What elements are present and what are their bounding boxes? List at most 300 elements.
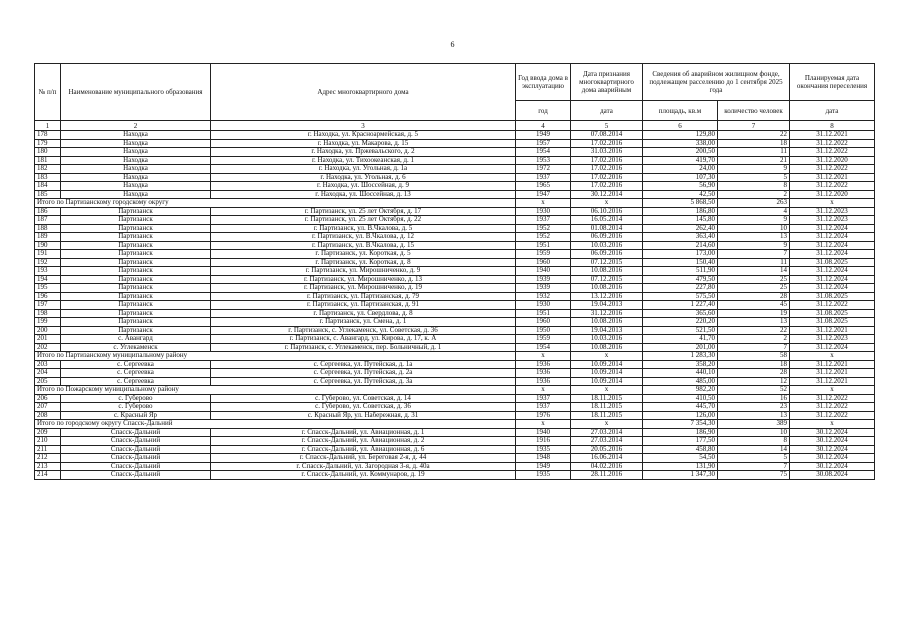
table-row — [35, 360, 875, 369]
num-cell: 186 — [35, 207, 61, 216]
people-cell: 263 — [718, 199, 790, 208]
col-number: 8 — [790, 121, 875, 131]
plan-cell: 31.12.2023 — [790, 207, 875, 216]
year-cell: 1949 — [516, 462, 571, 471]
municipality-cell: Партизанск — [61, 318, 211, 327]
plan-cell: 31.12.2024 — [790, 275, 875, 284]
table-row — [35, 343, 875, 352]
people-cell: 75 — [718, 471, 790, 480]
area-cell: 200,50 — [643, 148, 718, 157]
address-cell: г. Партизанск, ул. Партизанская, д. 91 — [211, 301, 516, 310]
people-cell: 16 — [718, 394, 790, 403]
date-cell: 07.12.2015 — [571, 275, 643, 284]
table-row — [35, 471, 875, 480]
col-number: 6 — [643, 121, 718, 131]
area-cell: 186,80 — [643, 207, 718, 216]
area-cell: 479,50 — [643, 275, 718, 284]
table-row — [35, 377, 875, 386]
area-cell: 575,50 — [643, 292, 718, 301]
table-row — [35, 241, 875, 250]
address-cell: г. Партизанск, ул. Партизанская, д. 79 — [211, 292, 516, 301]
header-num: № п/п — [35, 64, 61, 121]
area-cell: 173,00 — [643, 250, 718, 259]
col-number: 1 — [35, 121, 61, 131]
date-cell: 10.09.2014 — [571, 377, 643, 386]
area-cell: 1 283,30 — [643, 352, 718, 361]
address-cell: г. Партизанск, ул. 25 лет Октября, д. 17 — [211, 207, 516, 216]
date-cell: 10.09.2014 — [571, 369, 643, 378]
num-cell: 214 — [35, 471, 61, 480]
table-row — [35, 335, 875, 344]
year-cell: 1965 — [516, 182, 571, 191]
address-cell: г. Партизанск, ул. 25 лет Октября, д. 22 — [211, 216, 516, 225]
municipality-cell: Спасск-Дальний — [61, 454, 211, 463]
subtotal-row — [35, 199, 875, 208]
num-cell: 205 — [35, 377, 61, 386]
year-cell: 1960 — [516, 318, 571, 327]
area-cell: 129,80 — [643, 131, 718, 140]
col-number: 2 — [61, 121, 211, 131]
table-row — [35, 148, 875, 157]
people-cell: 58 — [718, 352, 790, 361]
num-cell: 185 — [35, 190, 61, 199]
address-cell: с. Сергеевка, ул. Путейская, д. 2а — [211, 369, 516, 378]
year-cell: 1930 — [516, 207, 571, 216]
emergency-housing-table — [34, 63, 875, 480]
date-cell: 17.02.2016 — [571, 173, 643, 182]
municipality-cell: Партизанск — [61, 326, 211, 335]
header-plan-group: Планируемая дата окончания переселения — [790, 64, 875, 101]
header-people: количество человек — [718, 101, 790, 121]
area-cell: 145,80 — [643, 216, 718, 225]
year-cell: x — [516, 386, 571, 395]
num-cell: 182 — [35, 165, 61, 174]
municipality-cell: Находка — [61, 139, 211, 148]
table-row — [35, 301, 875, 310]
plan-cell: 30.08.2024 — [790, 471, 875, 480]
table-row — [35, 292, 875, 301]
year-cell: 1936 — [516, 377, 571, 386]
people-cell: 14 — [718, 445, 790, 454]
address-cell: г. Спасск-Дальний, ул. Авиационная, д. 2 — [211, 437, 516, 446]
date-cell: 06.09.2016 — [571, 233, 643, 242]
table-row — [35, 403, 875, 412]
plan-cell: 31.12.2021 — [790, 360, 875, 369]
table-row — [35, 165, 875, 174]
people-cell: 21 — [718, 156, 790, 165]
year-cell: 1940 — [516, 428, 571, 437]
municipality-cell: Находка — [61, 148, 211, 157]
year-cell: 1953 — [516, 156, 571, 165]
people-cell: 11 — [718, 148, 790, 157]
date-cell: 17.02.2016 — [571, 165, 643, 174]
municipality-cell: с. Губерово — [61, 394, 211, 403]
num-cell: 209 — [35, 428, 61, 437]
address-cell: с. Сергеевка, ул. Путейская, д. 3а — [211, 377, 516, 386]
col-number: 4 — [516, 121, 571, 131]
people-cell: 9 — [718, 165, 790, 174]
area-cell: 1 227,40 — [643, 301, 718, 310]
municipality-cell: Партизанск — [61, 224, 211, 233]
year-cell: 1932 — [516, 292, 571, 301]
area-cell: 1 347,30 — [643, 471, 718, 480]
municipality-cell: Спасск-Дальний — [61, 471, 211, 480]
year-cell: 1947 — [516, 190, 571, 199]
table-row — [35, 156, 875, 165]
people-cell: 22 — [718, 326, 790, 335]
subtotal-row — [35, 420, 875, 429]
table-row — [35, 369, 875, 378]
plan-cell: 30.12.2024 — [790, 454, 875, 463]
header-year-group: Год ввода дома в эксплуатацию — [516, 64, 571, 101]
address-cell: г. Находка, ул. Шоссейная, д. 9 — [211, 182, 516, 191]
address-cell: г. Партизанск, ул. Смена, д. 1 — [211, 318, 516, 327]
num-cell: 179 — [35, 139, 61, 148]
year-cell: 1949 — [516, 131, 571, 140]
plan-cell: 31.12.2021 — [790, 173, 875, 182]
people-cell: 7 — [718, 462, 790, 471]
plan-cell: 30.12.2024 — [790, 445, 875, 454]
date-cell: x — [571, 199, 643, 208]
date-cell: 18.11.2015 — [571, 411, 643, 420]
people-cell: 2 — [718, 190, 790, 199]
header-name: Наименование муниципального образования — [61, 64, 211, 121]
num-cell: 193 — [35, 267, 61, 276]
date-cell: 16.06.2014 — [571, 454, 643, 463]
num-cell: 194 — [35, 275, 61, 284]
num-cell: 178 — [35, 131, 61, 140]
num-cell: 211 — [35, 445, 61, 454]
num-cell: 190 — [35, 241, 61, 250]
municipality-cell: Партизанск — [61, 275, 211, 284]
municipality-cell: Спасск-Дальний — [61, 445, 211, 454]
area-cell: 485,00 — [643, 377, 718, 386]
area-cell: 511,90 — [643, 267, 718, 276]
year-cell: 1960 — [516, 258, 571, 267]
people-cell: 9 — [718, 216, 790, 225]
address-cell: г. Находка, ул. Красноармейская, д. 5 — [211, 131, 516, 140]
address-cell: г. Партизанск, ул. Короткая, д. 8 — [211, 258, 516, 267]
date-cell: 10.08.2016 — [571, 267, 643, 276]
table-row — [35, 284, 875, 293]
page-number: 6 — [450, 40, 455, 49]
plan-cell: 31.12.2024 — [790, 250, 875, 259]
plan-cell: 30.12.2024 — [790, 437, 875, 446]
plan-cell: 31.12.2020 — [790, 156, 875, 165]
table-row — [35, 258, 875, 267]
people-cell: 10 — [718, 428, 790, 437]
date-cell: 10.03.2016 — [571, 335, 643, 344]
date-cell: 16.05.2014 — [571, 216, 643, 225]
area-cell: 41,70 — [643, 335, 718, 344]
address-cell: г. Партизанск, ул. Мирошниченко, д. 19 — [211, 284, 516, 293]
plan-cell: 31.08.2025 — [790, 318, 875, 327]
plan-cell: 31.12.2023 — [790, 216, 875, 225]
area-cell: 186,90 — [643, 428, 718, 437]
date-cell: 04.02.2016 — [571, 462, 643, 471]
area-cell: 177,50 — [643, 437, 718, 446]
municipality-cell: с. Сергеевка — [61, 360, 211, 369]
plan-cell: x — [790, 352, 875, 361]
table-row — [35, 411, 875, 420]
num-cell: 207 — [35, 403, 61, 412]
people-cell: 45 — [718, 301, 790, 310]
table-row — [35, 318, 875, 327]
people-cell: 389 — [718, 420, 790, 429]
people-cell: 4 — [718, 207, 790, 216]
people-cell: 25 — [718, 284, 790, 293]
plan-cell: x — [790, 420, 875, 429]
area-cell: 107,30 — [643, 173, 718, 182]
municipality-cell: с. Сергеевка — [61, 369, 211, 378]
municipality-cell: Партизанск — [61, 267, 211, 276]
plan-cell: 31.12.2024 — [790, 284, 875, 293]
address-cell: г. Партизанск, ул. Короткая, д. 5 — [211, 250, 516, 259]
municipality-cell: Находка — [61, 131, 211, 140]
people-cell: 13 — [718, 411, 790, 420]
area-cell: 363,40 — [643, 233, 718, 242]
area-cell: 201,00 — [643, 343, 718, 352]
table-row — [35, 207, 875, 216]
table-row — [35, 173, 875, 182]
address-cell: г. Партизанск, ул. Свердлова, д. 8 — [211, 309, 516, 318]
date-cell: 31.12.2016 — [571, 309, 643, 318]
date-cell: x — [571, 386, 643, 395]
people-cell: 8 — [718, 182, 790, 191]
municipality-cell: Партизанск — [61, 292, 211, 301]
table-row — [35, 437, 875, 446]
table-row — [35, 182, 875, 191]
area-cell: 982,20 — [643, 386, 718, 395]
year-cell: 1952 — [516, 233, 571, 242]
date-cell: x — [571, 352, 643, 361]
area-cell: 54,50 — [643, 454, 718, 463]
table-row — [35, 250, 875, 259]
address-cell: г. Находка, ул. Угольная, д. 6 — [211, 173, 516, 182]
num-cell: 192 — [35, 258, 61, 267]
plan-cell: 31.12.2022 — [790, 148, 875, 157]
address-cell: г. Партизанск, ул. В.Чкалова, д. 5 — [211, 224, 516, 233]
num-cell: 203 — [35, 360, 61, 369]
subtotal-row — [35, 386, 875, 395]
municipality-cell: Партизанск — [61, 284, 211, 293]
municipality-cell: с. Сергеевка — [61, 377, 211, 386]
year-cell: 1976 — [516, 411, 571, 420]
address-cell: с. Сергеевка, ул. Путейская, д. 1а — [211, 360, 516, 369]
people-cell: 7 — [718, 250, 790, 259]
year-cell: 1937 — [516, 394, 571, 403]
plan-cell: x — [790, 199, 875, 208]
date-cell: 10.08.2016 — [571, 284, 643, 293]
municipality-cell: Находка — [61, 156, 211, 165]
people-cell: 18 — [718, 360, 790, 369]
area-cell: 126,00 — [643, 411, 718, 420]
address-cell: г. Спасск-Дальний, ул. Авиационная, д. 1 — [211, 428, 516, 437]
year-cell: 1959 — [516, 250, 571, 259]
col-number: 3 — [211, 121, 516, 131]
table-row — [35, 224, 875, 233]
col-number: 5 — [571, 121, 643, 131]
date-cell: 13.12.2016 — [571, 292, 643, 301]
date-cell: 30.12.2014 — [571, 190, 643, 199]
year-cell: x — [516, 352, 571, 361]
area-cell: 358,20 — [643, 360, 718, 369]
address-cell: г. Находка, ул. Тихоокеанская, д. 1 — [211, 156, 516, 165]
plan-cell: 31.12.2022 — [790, 411, 875, 420]
table-row — [35, 190, 875, 199]
plan-cell: 30.12.2024 — [790, 462, 875, 471]
table-row — [35, 394, 875, 403]
num-cell: 200 — [35, 326, 61, 335]
people-cell: 19 — [718, 309, 790, 318]
year-cell: 1936 — [516, 360, 571, 369]
date-cell: 28.11.2016 — [571, 471, 643, 480]
address-cell: г. Спасск-Дальний, ул. Загородная 3-я, д. 40а — [211, 462, 516, 471]
address-cell: г. Находка, ул. Шоссейная, д. 13 — [211, 190, 516, 199]
plan-cell: 31.12.2024 — [790, 233, 875, 242]
header-date: дата — [571, 101, 643, 121]
people-cell: 28 — [718, 369, 790, 378]
area-cell: 440,10 — [643, 369, 718, 378]
address-cell: с. Красный Яр, ул. Набережная, д. 31 — [211, 411, 516, 420]
municipality-cell: Находка — [61, 182, 211, 191]
address-cell: г. Находка, ул. Пржевальского, д. 2 — [211, 148, 516, 157]
header-address: Адрес многоквартирного дома — [211, 64, 516, 121]
municipality-cell: Партизанск — [61, 216, 211, 225]
year-cell: 1952 — [516, 224, 571, 233]
address-cell: г. Партизанск, ул. В.Чкалова, д. 12 — [211, 233, 516, 242]
header-year: год — [516, 101, 571, 121]
num-cell: 198 — [35, 309, 61, 318]
area-cell: 5 868,50 — [643, 199, 718, 208]
date-cell: 10.03.2016 — [571, 241, 643, 250]
people-cell: 23 — [718, 403, 790, 412]
area-cell: 262,40 — [643, 224, 718, 233]
people-cell: 5 — [718, 454, 790, 463]
address-cell: г. Находка, ул. Угольная, д. 1а — [211, 165, 516, 174]
date-cell: 31.03.2016 — [571, 148, 643, 157]
municipality-cell: Партизанск — [61, 250, 211, 259]
date-cell: 10.08.2016 — [571, 343, 643, 352]
address-cell: с. Губерово, ул. Советская, д. 36 — [211, 403, 516, 412]
plan-cell: 31.12.2024 — [790, 224, 875, 233]
num-cell: 213 — [35, 462, 61, 471]
year-cell: 1937 — [516, 403, 571, 412]
year-cell: 1937 — [516, 173, 571, 182]
municipality-cell: Партизанск — [61, 207, 211, 216]
area-cell: 220,20 — [643, 318, 718, 327]
date-cell: 18.11.2015 — [571, 403, 643, 412]
table-row — [35, 131, 875, 140]
plan-cell: 31.08.2025 — [790, 258, 875, 267]
date-cell: 06.09.2016 — [571, 250, 643, 259]
plan-cell: 31.12.2021 — [790, 326, 875, 335]
address-cell: г. Находка, ул. Макарова, д. 15 — [211, 139, 516, 148]
year-cell: 1935 — [516, 445, 571, 454]
table-row — [35, 139, 875, 148]
date-cell: 20.05.2016 — [571, 445, 643, 454]
plan-cell: 31.12.2022 — [790, 403, 875, 412]
area-cell: 214,60 — [643, 241, 718, 250]
address-cell: г. Спасск-Дальний, ул. Авиационная, д. 6 — [211, 445, 516, 454]
date-cell: 07.08.2014 — [571, 131, 643, 140]
year-cell: 1939 — [516, 284, 571, 293]
municipality-cell: Спасск-Дальний — [61, 462, 211, 471]
area-cell: 521,50 — [643, 326, 718, 335]
date-cell: 07.12.2015 — [571, 258, 643, 267]
plan-cell: 31.12.2022 — [790, 139, 875, 148]
address-cell: с. Губерово, ул. Советская, д. 14 — [211, 394, 516, 403]
num-cell: 183 — [35, 173, 61, 182]
people-cell: 52 — [718, 386, 790, 395]
table-row — [35, 462, 875, 471]
year-cell: 1936 — [516, 369, 571, 378]
date-cell: 17.02.2016 — [571, 182, 643, 191]
municipality-cell: Партизанск — [61, 301, 211, 310]
num-cell: 180 — [35, 148, 61, 157]
num-cell: 204 — [35, 369, 61, 378]
address-cell: г. Спасск-Дальний, ул. Коммунаров, д. 19 — [211, 471, 516, 480]
plan-cell: 31.12.2022 — [790, 301, 875, 310]
header-date-group: Дата признания многоквартирного дома аварийным — [571, 64, 643, 101]
date-cell: 19.04.2013 — [571, 326, 643, 335]
address-cell: г. Партизанск, с. Авангард, ул. Кирова, д. 17, к. А — [211, 335, 516, 344]
people-cell: 13 — [718, 318, 790, 327]
date-cell: 27.03.2014 — [571, 437, 643, 446]
area-cell: 365,60 — [643, 309, 718, 318]
date-cell: x — [571, 420, 643, 429]
plan-cell: 31.12.2022 — [790, 394, 875, 403]
area-cell: 227,80 — [643, 284, 718, 293]
date-cell: 17.02.2016 — [571, 139, 643, 148]
date-cell: 10.09.2014 — [571, 360, 643, 369]
plan-cell: 31.12.2024 — [790, 241, 875, 250]
year-cell: 1948 — [516, 454, 571, 463]
subtotal-label: Итого по Партизанскому муниципальному району — [35, 352, 516, 361]
plan-cell: 31.12.2022 — [790, 165, 875, 174]
year-cell: 1972 — [516, 165, 571, 174]
people-cell: 7 — [718, 343, 790, 352]
area-cell: 24,00 — [643, 165, 718, 174]
people-cell: 28 — [718, 292, 790, 301]
people-cell: 10 — [718, 224, 790, 233]
area-cell: 42,50 — [643, 190, 718, 199]
plan-cell: 31.12.2022 — [790, 182, 875, 191]
plan-cell: 31.12.2020 — [790, 190, 875, 199]
year-cell: 1957 — [516, 139, 571, 148]
area-cell: 410,50 — [643, 394, 718, 403]
num-cell: 197 — [35, 301, 61, 310]
date-cell: 06.10.2016 — [571, 207, 643, 216]
area-cell: 419,70 — [643, 156, 718, 165]
num-cell: 187 — [35, 216, 61, 225]
table-row — [35, 267, 875, 276]
area-cell: 458,80 — [643, 445, 718, 454]
people-cell: 13 — [718, 233, 790, 242]
address-cell: г. Партизанск, ул. Мирошниченко, д. 9 — [211, 267, 516, 276]
header-plan-date: дата — [790, 101, 875, 121]
table-row — [35, 309, 875, 318]
subtotal-label: Итого по Пожарскому муниципальному району — [35, 386, 516, 395]
num-cell: 191 — [35, 250, 61, 259]
municipality-cell: Партизанск — [61, 258, 211, 267]
col-number: 7 — [718, 121, 790, 131]
table-row — [35, 216, 875, 225]
area-cell: 445,70 — [643, 403, 718, 412]
municipality-cell: Находка — [61, 165, 211, 174]
date-cell: 17.02.2016 — [571, 156, 643, 165]
subtotal-row — [35, 352, 875, 361]
